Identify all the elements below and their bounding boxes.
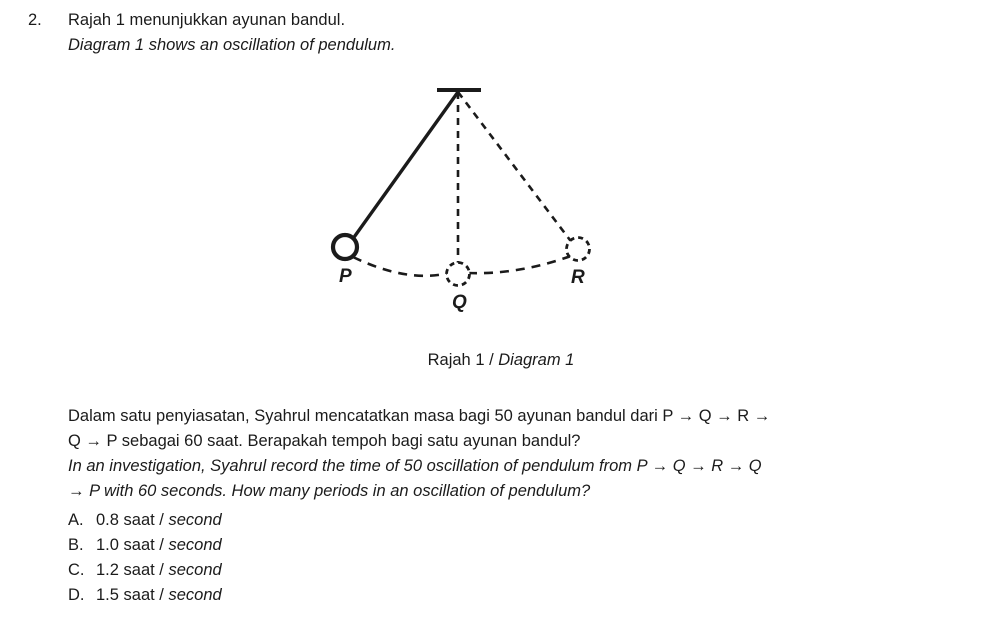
option-b[interactable]	[68, 533, 568, 558]
question-stem-lines	[68, 8, 968, 58]
pendulum-svg	[321, 72, 681, 322]
pendulum-label-q: Q	[452, 292, 467, 313]
option-b-value: 1.0 saat /	[96, 536, 169, 554]
answer-options	[68, 508, 568, 608]
question-body-english-line1: In an investigation, Syahrul record the time of 50 oscillation of pendulum from P → Q → R → Q	[68, 457, 762, 475]
swing-arc-right	[468, 256, 571, 273]
pendulum-diagram	[0, 72, 1002, 322]
option-b-unit: second	[168, 536, 222, 554]
option-a-unit: second	[168, 511, 222, 529]
option-c[interactable]	[68, 558, 568, 583]
figure-caption-english: Diagram 1	[498, 351, 575, 369]
pendulum-label-p: P	[339, 266, 352, 287]
option-d-letter: D.	[68, 586, 85, 604]
pendulum-label-r: R	[571, 267, 585, 288]
option-d-unit: second	[168, 586, 222, 604]
option-a-letter: A.	[68, 511, 84, 529]
option-a[interactable]	[68, 508, 568, 533]
option-d-value: 1.5 saat /	[96, 586, 169, 604]
figure-caption-malay: Rajah 1 /	[427, 351, 499, 369]
option-c-letter: C.	[68, 561, 85, 579]
question-number: 2.	[28, 11, 42, 29]
question-body-malay-line2: Q → P sebagai 60 saat. Berapakah tempoh bagi satu ayunan bandul?	[68, 432, 581, 450]
pendulum-string-r-dashed	[458, 92, 576, 248]
question-stem-english: Diagram 1 shows an oscillation of pendulum.	[68, 36, 396, 54]
option-a-value: 0.8 saat /	[96, 511, 169, 529]
question-stem	[28, 8, 968, 58]
question-body-malay-line1: Dalam satu penyiasatan, Syahrul mencatatkan masa bagi 50 ayunan bandul dari P → Q → R →	[68, 407, 771, 425]
option-b-letter: B.	[68, 536, 84, 554]
pendulum-bob-r	[567, 238, 590, 261]
pendulum-bob-p	[333, 235, 357, 259]
figure-caption	[0, 348, 1002, 372]
option-c-unit: second	[168, 561, 222, 579]
question-stem-row	[28, 8, 968, 58]
question-body-english-line2: → P with 60 seconds. How many periods in an oscillation of pendulum?	[68, 482, 591, 500]
pendulum-bob-q	[447, 263, 470, 286]
option-c-value: 1.2 saat /	[96, 561, 169, 579]
pendulum-string-p	[347, 92, 458, 247]
question-stem-malay: Rajah 1 menunjukkan ayunan bandul.	[68, 11, 346, 29]
question-body	[68, 404, 958, 504]
swing-arc-left	[353, 257, 449, 276]
option-d[interactable]	[68, 583, 568, 608]
